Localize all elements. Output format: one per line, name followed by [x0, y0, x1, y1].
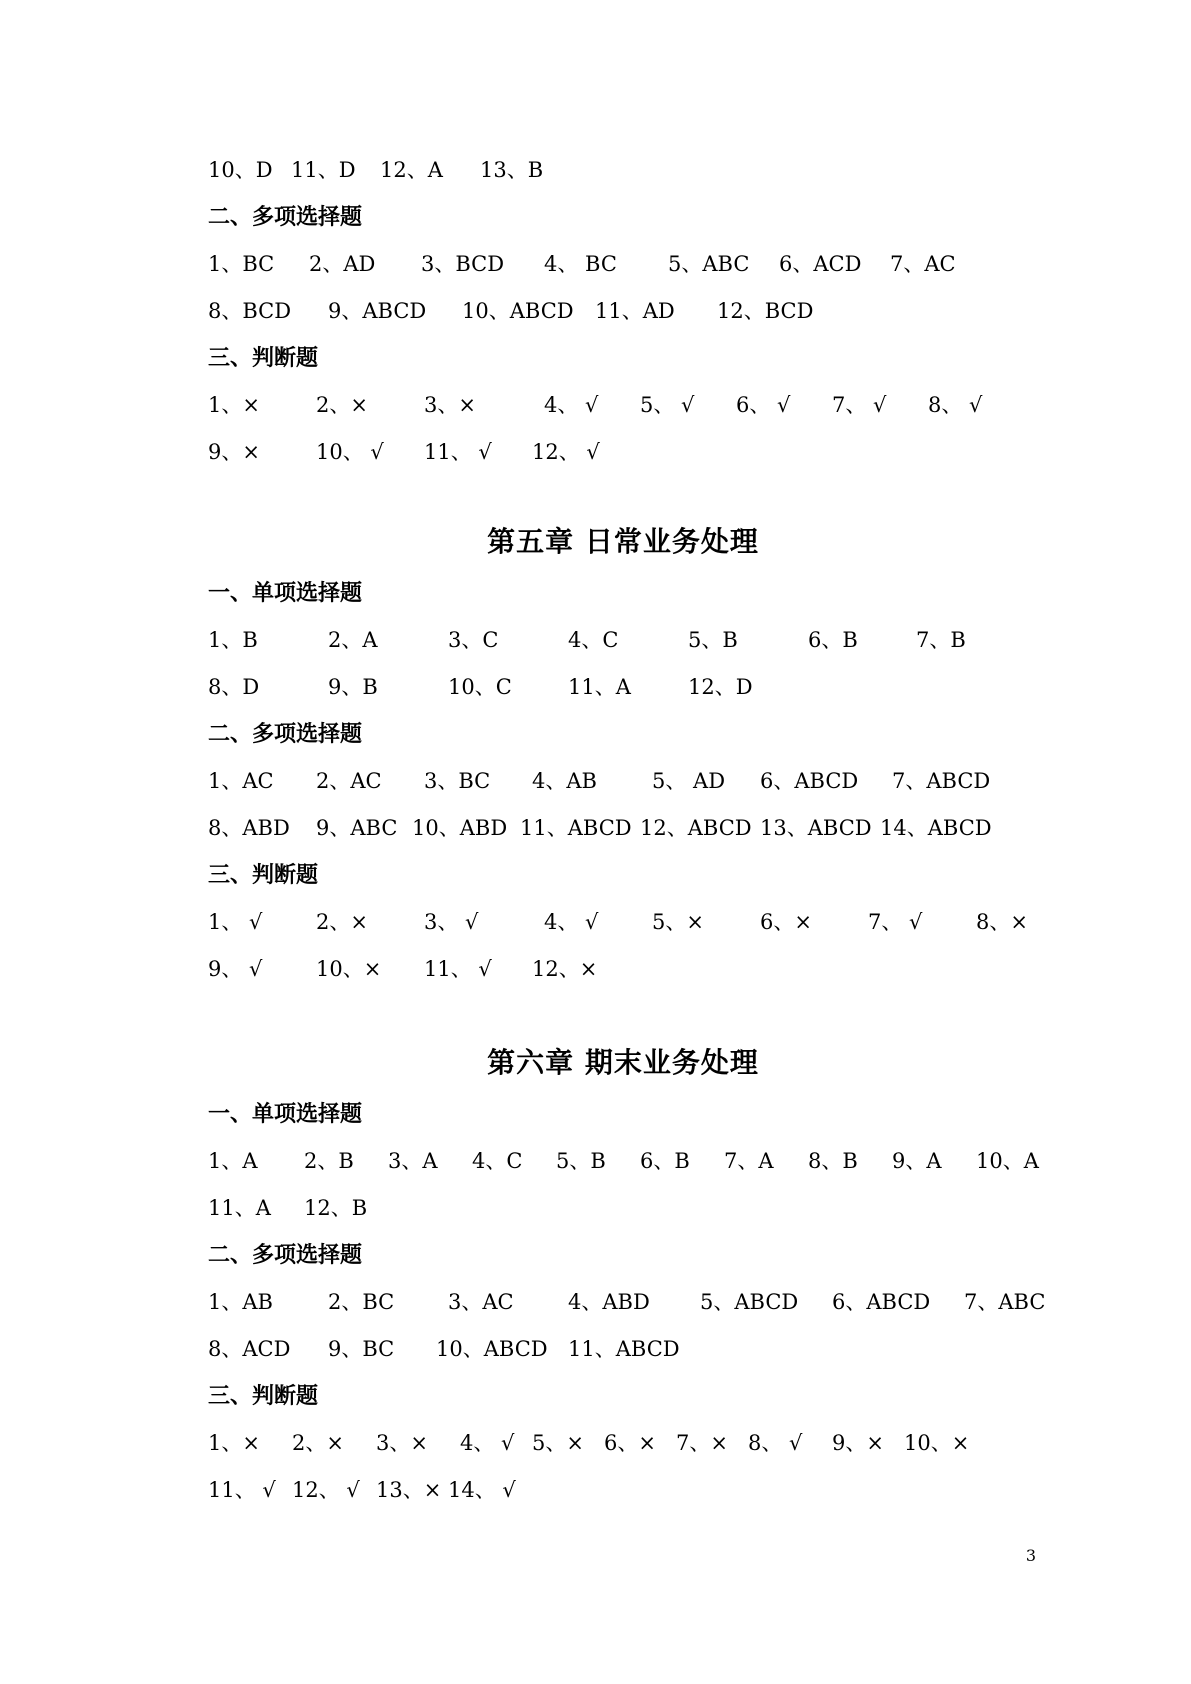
- answer: 3、BC: [424, 768, 491, 793]
- answer: 9、BC: [328, 1336, 395, 1361]
- answer: 9、 √: [208, 956, 263, 981]
- ch6-judge-row-2: [208, 1465, 1048, 1512]
- ch4-judge-row-1: [208, 380, 1048, 427]
- ch6-single-heading: 一、单项选择题: [208, 1101, 363, 1127]
- answer: 2、×: [316, 909, 368, 934]
- ch4-judge-heading: 三、判断题: [208, 345, 319, 371]
- answer: 13、B: [480, 157, 544, 182]
- answer: 1、 √: [208, 909, 263, 934]
- answer: 9、ABC: [316, 815, 398, 840]
- answer: 3、×: [376, 1430, 428, 1455]
- answer: 11、D: [291, 157, 356, 182]
- answer: 1、AB: [208, 1289, 273, 1314]
- ch6-multi-heading: 二、多项选择题: [208, 1242, 363, 1268]
- answer: 2、A: [328, 627, 378, 652]
- answer: 11、A: [568, 674, 631, 699]
- answer: 8、×: [976, 909, 1028, 934]
- ch6-judge-row-1: [208, 1418, 1048, 1465]
- answer: 4、 BC: [544, 251, 617, 276]
- answer: 2、B: [304, 1148, 354, 1173]
- ch6-judge-heading: 三、判断题: [208, 1383, 319, 1409]
- answer: 10、D: [208, 157, 273, 182]
- answer: 5、 AD: [652, 768, 726, 793]
- ch5-single-heading: 一、单项选择题: [208, 580, 363, 606]
- answer: 12、B: [304, 1195, 368, 1220]
- answer: 10、ABD: [412, 815, 508, 840]
- answer: 5、 √: [640, 392, 695, 417]
- page-number: 3: [1025, 1546, 1036, 1565]
- answer: 3、A: [388, 1148, 438, 1173]
- answer: 6、ACD: [779, 251, 862, 276]
- ch6-multi-row-1: [208, 1277, 1048, 1324]
- ch6-multi-row-2: [208, 1324, 1048, 1371]
- ch5-single-row-1: [208, 615, 1048, 662]
- ch5-judge-row-1: [208, 897, 1048, 944]
- answer: 2、BC: [328, 1289, 395, 1314]
- answer: 5、ABC: [668, 251, 750, 276]
- answer: 6、ABCD: [760, 768, 859, 793]
- answer: 4、 √: [460, 1430, 515, 1455]
- answer: 11、AD: [595, 298, 675, 323]
- answer: 10、 √: [316, 439, 384, 464]
- answer: 10、ABCD: [436, 1336, 548, 1361]
- answer: 7、 √: [832, 392, 887, 417]
- answer: 11、ABCD: [520, 815, 632, 840]
- answer: 10、ABCD: [462, 298, 574, 323]
- answer: 3、×: [424, 392, 476, 417]
- answer: 8、ABD: [208, 815, 290, 840]
- ch6-single-row-1: [208, 1136, 1048, 1183]
- answer: 7、×: [676, 1430, 728, 1455]
- answer: 10、×: [904, 1430, 970, 1455]
- answer: 12、D: [688, 674, 753, 699]
- answer: 13、×: [376, 1477, 442, 1502]
- answer: 4、ABD: [568, 1289, 650, 1314]
- answer: 3、BCD: [421, 251, 505, 276]
- answer: 2、×: [316, 392, 368, 417]
- ch4-judge-row-2: [208, 427, 1048, 474]
- answer: 1、AC: [208, 768, 274, 793]
- answer: 11、ABCD: [568, 1336, 680, 1361]
- answer: 5、ABCD: [700, 1289, 799, 1314]
- answer: 12、 √: [532, 439, 600, 464]
- ch4-multi-row-1: [208, 239, 1048, 286]
- answer: 12、×: [532, 956, 598, 981]
- answer: 10、C: [448, 674, 512, 699]
- answer: 6、B: [640, 1148, 690, 1173]
- answer: 6、×: [604, 1430, 656, 1455]
- answer: 5、×: [532, 1430, 584, 1455]
- ch5-single-row-2: [208, 662, 1048, 709]
- ch5-judge-row-2: [208, 944, 1048, 991]
- answer: 11、A: [208, 1195, 271, 1220]
- answer: 7、B: [916, 627, 966, 652]
- answer: 8、 √: [928, 392, 983, 417]
- answer: 8、B: [808, 1148, 858, 1173]
- answer: 7、ABCD: [892, 768, 991, 793]
- answer: 8、ACD: [208, 1336, 291, 1361]
- ch5-multi-row-2: [208, 803, 1048, 850]
- ch6-single-row-2: [208, 1183, 1048, 1230]
- answer: 8、BCD: [208, 298, 292, 323]
- answer: 9、A: [892, 1148, 942, 1173]
- answer: 4、AB: [532, 768, 597, 793]
- answer: 11、 √: [424, 956, 492, 981]
- answer: 7、 √: [868, 909, 923, 934]
- answer: 7、AC: [890, 251, 956, 276]
- answer: 11、 √: [208, 1477, 276, 1502]
- answer: 3、 √: [424, 909, 479, 934]
- ch5-multi-heading: 二、多项选择题: [208, 721, 363, 747]
- answer: 12、 √: [292, 1477, 360, 1502]
- answer: 10、A: [976, 1148, 1039, 1173]
- answer: 8、D: [208, 674, 260, 699]
- answer: 7、A: [724, 1148, 774, 1173]
- answer: 2、×: [292, 1430, 344, 1455]
- ch4-single-row-1: [208, 145, 1048, 192]
- answer: 12、A: [380, 157, 443, 182]
- answer: 7、ABC: [964, 1289, 1046, 1314]
- answer: 6、ABCD: [832, 1289, 931, 1314]
- ch4-multi-row-2: [208, 286, 1048, 333]
- answer: 2、AD: [309, 251, 376, 276]
- answer: 10、×: [316, 956, 382, 981]
- answer: 11、 √: [424, 439, 492, 464]
- answer: 12、BCD: [717, 298, 814, 323]
- answer: 3、AC: [448, 1289, 514, 1314]
- answer: 5、B: [688, 627, 738, 652]
- answer: 1、×: [208, 392, 260, 417]
- answer: 4、C: [568, 627, 619, 652]
- answer: 4、 √: [544, 392, 599, 417]
- ch5-judge-heading: 三、判断题: [208, 862, 319, 888]
- answer: 1、A: [208, 1148, 258, 1173]
- answer: 9、B: [328, 674, 378, 699]
- ch4-multi-heading: 二、多项选择题: [208, 204, 363, 230]
- chapter-title: 第六章 期末业务处理: [487, 1046, 759, 1079]
- answer: 1、B: [208, 627, 258, 652]
- ch5-multi-row-1: [208, 756, 1048, 803]
- answer: 13、ABCD: [760, 815, 872, 840]
- answer: 1、×: [208, 1430, 260, 1455]
- answer: 3、C: [448, 627, 499, 652]
- answer: 6、B: [808, 627, 858, 652]
- answer: 12、ABCD: [640, 815, 752, 840]
- answer: 5、×: [652, 909, 704, 934]
- answer: 4、 √: [544, 909, 599, 934]
- chapter-title: 第五章 日常业务处理: [487, 525, 759, 558]
- answer: 6、×: [760, 909, 812, 934]
- page-content: [208, 145, 1048, 1512]
- answer: 6、 √: [736, 392, 791, 417]
- answer: 9、×: [832, 1430, 884, 1455]
- answer: 14、 √: [448, 1477, 516, 1502]
- answer: 2、AC: [316, 768, 382, 793]
- answer: 5、B: [556, 1148, 606, 1173]
- answer: 8、 √: [748, 1430, 803, 1455]
- answer: 9、ABCD: [328, 298, 427, 323]
- answer: 14、ABCD: [880, 815, 992, 840]
- answer: 9、×: [208, 439, 260, 464]
- answer: 1、BC: [208, 251, 275, 276]
- answer: 4、C: [472, 1148, 523, 1173]
